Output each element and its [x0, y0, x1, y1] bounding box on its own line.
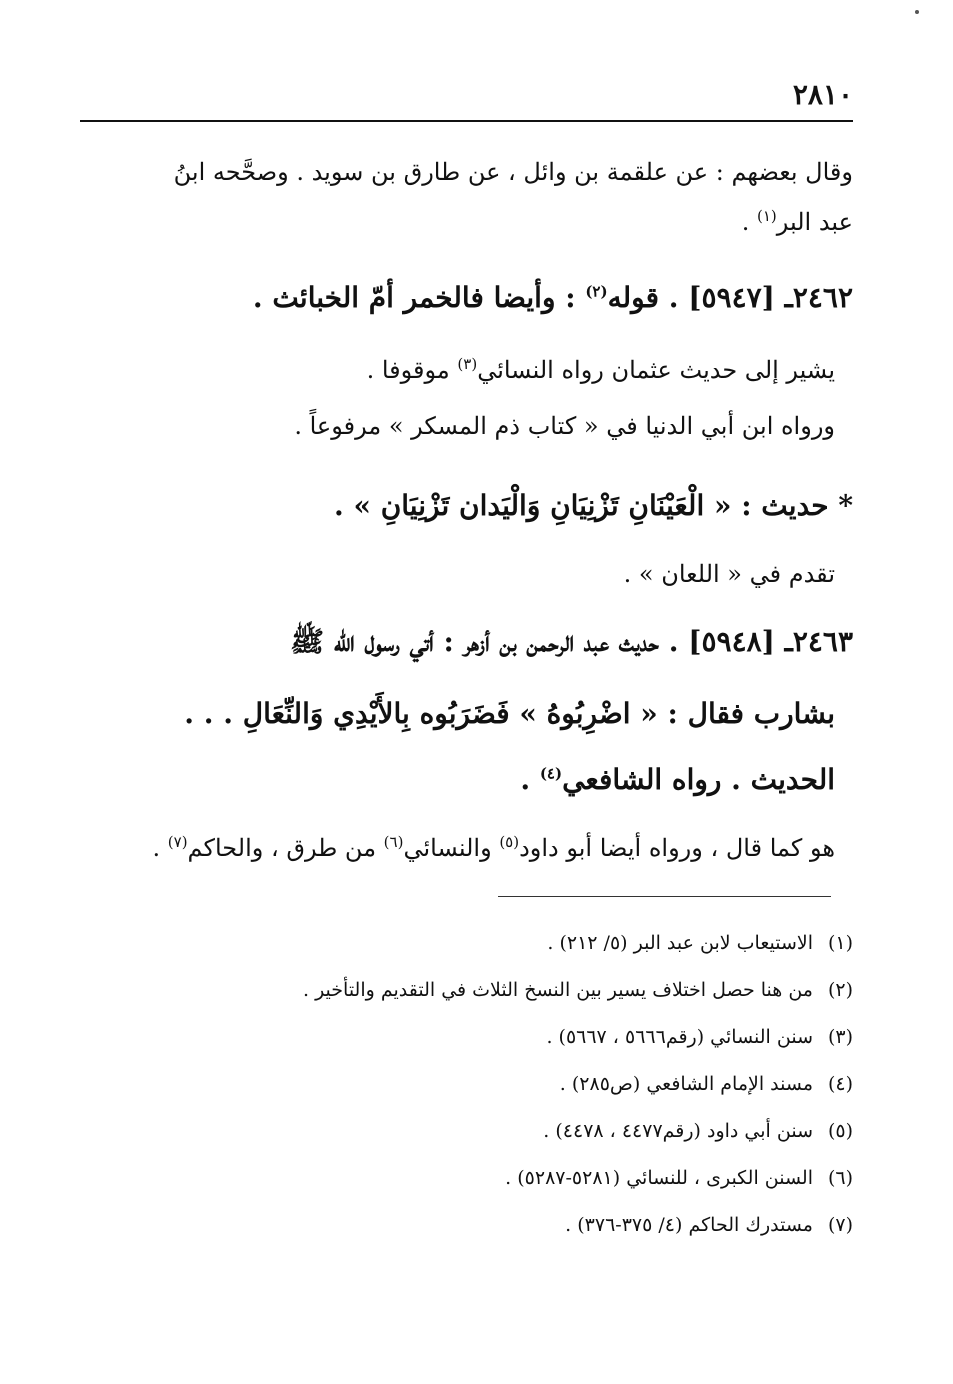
footnote-3 — [233, 1014, 853, 1061]
entry-2462-heading — [83, 270, 853, 326]
paragraph-2 — [83, 346, 835, 394]
footnote-number: (٢) — [827, 979, 853, 1001]
paragraph-3: ورواه ابن أبي الدنيا في « كتاب ذم المسكر » مرفوعاً . — [294, 412, 835, 440]
footnote-text: السنن الكبرى ، للنسائي (٥٢٨١-٥٢٨٧) . — [505, 1167, 813, 1189]
footnote-ref-6: (٦) — [383, 833, 404, 851]
footnote-4 — [233, 1061, 853, 1108]
paragraph-4: تقدم في « اللعان » . — [623, 560, 835, 588]
heading-end: . — [520, 763, 540, 796]
footnote-ref-7: (٧) — [167, 833, 188, 851]
text: يشير إلى حديث عثمان رواه النسائي — [477, 356, 835, 384]
footnote-text: سنن النسائي (رقم٥٦٦٦ ، ٥٦٦٧) . — [546, 1026, 813, 1048]
footnote-text: الاستيعاب لابن عبد البر (٥/ ٢١٢) . — [547, 932, 813, 954]
text-end: . — [152, 834, 168, 862]
footnote-number: (٥) — [827, 1120, 853, 1142]
text: والنسائي — [403, 834, 500, 862]
footnote-1 — [233, 920, 853, 967]
footnote-ref-2: (٢) — [585, 282, 608, 301]
paragraph-5 — [83, 824, 835, 872]
scan-speck — [915, 10, 919, 14]
footnote-ref-1: (١) — [756, 207, 777, 225]
footnote-ref-5: (٥) — [499, 833, 520, 851]
hadith-heading: * حديث : « الْعَيْنَانِ تَزْنِيَانِ وَالْيَدان تَزْنِيَانِ » . — [333, 489, 853, 522]
footnote-text: من هنا حصل اختلاف يسير بين النسخ الثلاث في التقديم والتأخير . — [302, 979, 813, 1001]
text: عبد البر — [776, 208, 853, 236]
text: هو كما قال ، ورواه أيضا أبو داود — [519, 834, 835, 862]
footnote-number: (١) — [827, 932, 853, 954]
heading-end: : وأيضا فالخمر أمّ الخبائث . — [252, 281, 586, 314]
paragraph-1-line-2 — [83, 198, 853, 246]
footnote-5 — [233, 1108, 853, 1155]
footnotes-list — [233, 920, 853, 1249]
footnote-text: سنن أبي داود (رقم٤٤٧٧ ، ٤٤٧٨) . — [543, 1120, 813, 1142]
heading-text: الحديث . رواه الشافعي — [562, 763, 835, 796]
entry-2463-line-3 — [83, 752, 835, 808]
text-end: موقوفا . — [366, 356, 458, 384]
footnote-number: (٦) — [827, 1167, 853, 1189]
footnote-ref-3: (٣) — [457, 355, 478, 373]
footnote-text: مستدرك الحاكم (٤/ ٣٧٥-٣٧٦) . — [565, 1214, 813, 1236]
entry-2463-line-2: بشارب فقال : « اضْرِبُوهُ » فَضَرَبُوه بِالأَيْدِي وَالنِّعَالِ . . . — [184, 697, 835, 730]
footnote-number: (٣) — [827, 1026, 853, 1048]
heading-text: ٢٤٦٢ـ [٥٩٤٧] . قوله — [607, 281, 853, 314]
footnote-7 — [233, 1202, 853, 1249]
header-rule — [80, 120, 853, 122]
page-number: ٢٨١٠ — [792, 78, 853, 111]
paragraph-1-line-1: وقال بعضهم : عن علقمة بن وائل ، عن طارق بن سويد . وصحَّحه ابنُ — [173, 158, 853, 186]
footnotes-separator — [498, 896, 831, 897]
footnote-2 — [233, 967, 853, 1014]
page-header — [80, 78, 853, 120]
footnote-text: مسند الإمام الشافعي (ص٢٨٥) . — [559, 1073, 813, 1095]
footnote-6 — [233, 1155, 853, 1202]
entry-2463-line-1: ٢٤٦٣ـ [٥٩٤٨] . حديث عبد الرحمن بن أزهر : أتي رسول الله ﷺ — [290, 625, 853, 658]
text: من طرق ، والحاكم — [187, 834, 384, 862]
footnote-ref-4: (٤) — [539, 764, 563, 783]
footnote-number: (٧) — [827, 1214, 853, 1236]
text-end: . — [741, 208, 757, 236]
footnote-number: (٤) — [827, 1073, 853, 1095]
